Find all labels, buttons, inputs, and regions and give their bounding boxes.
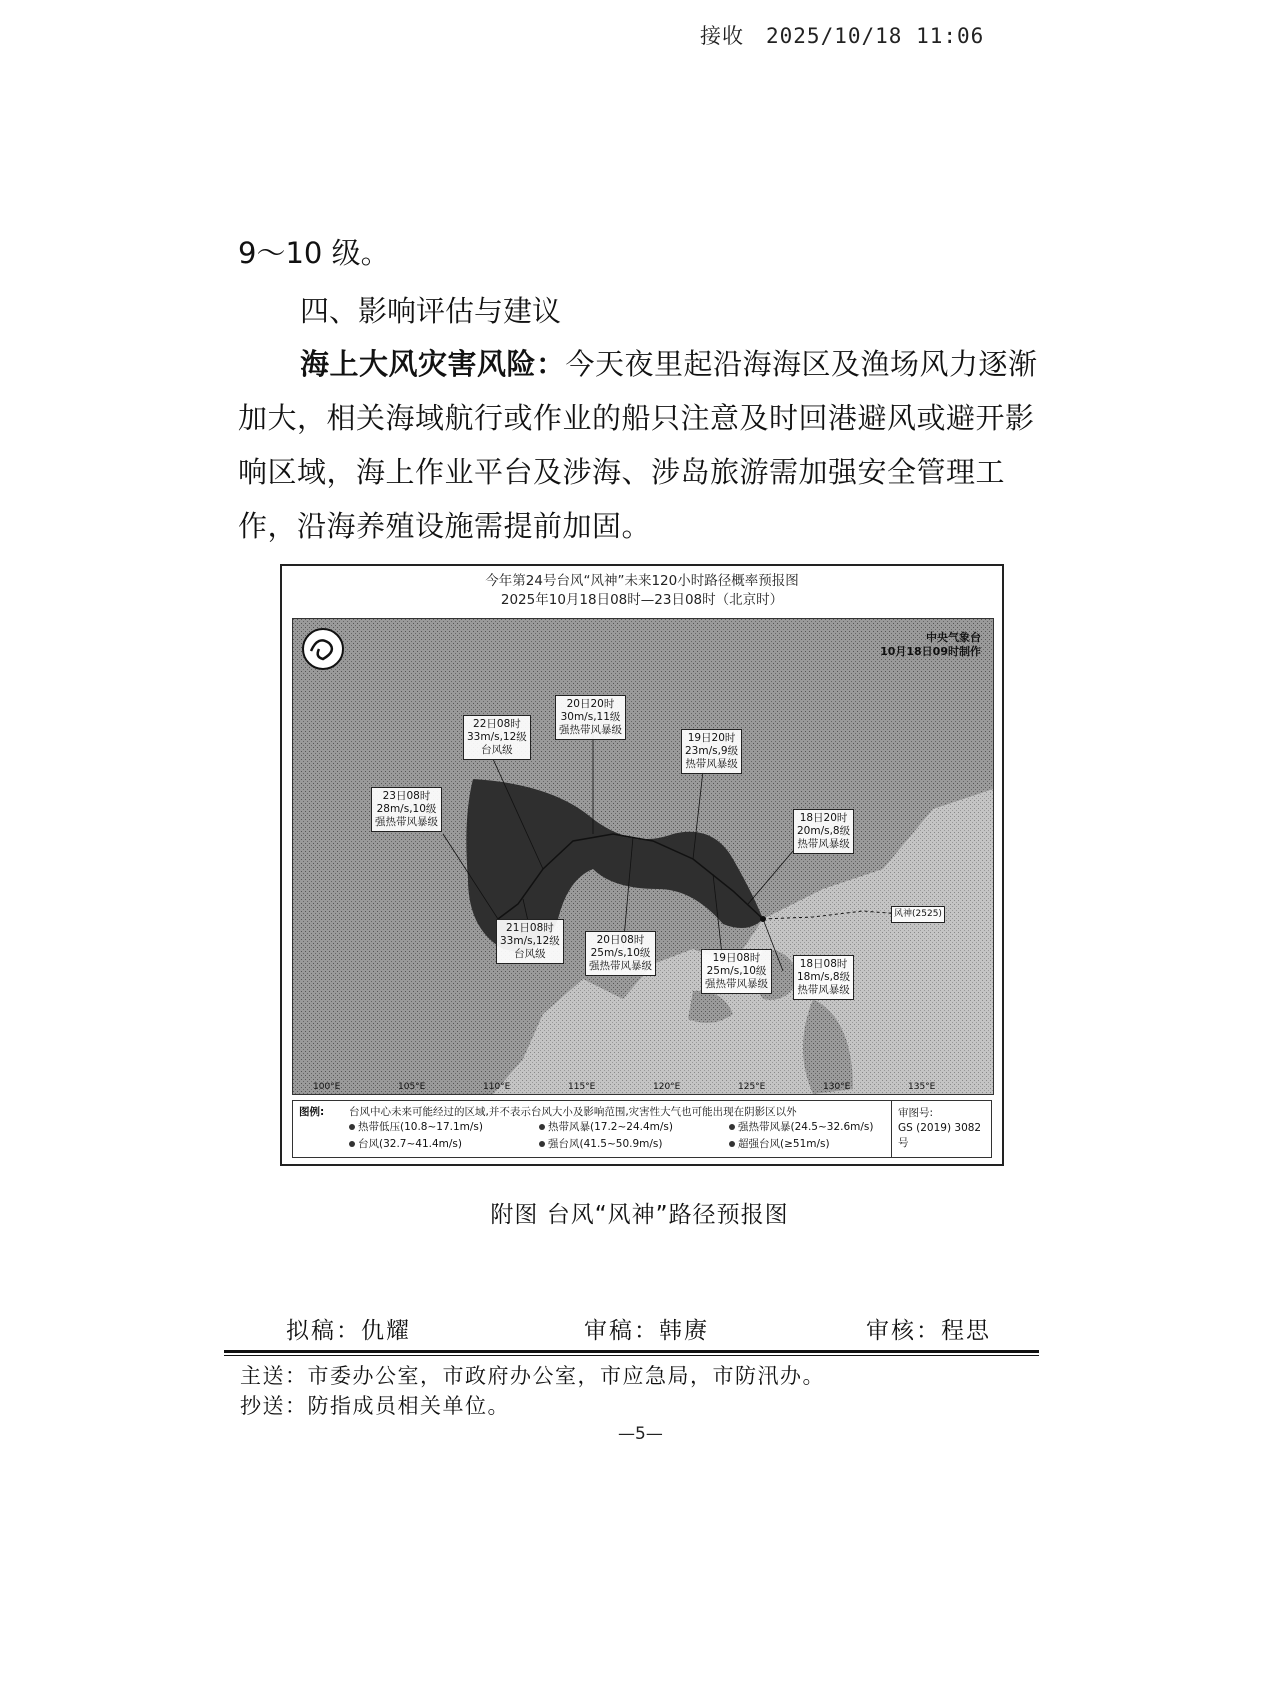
legend-dot-icon [729, 1124, 735, 1130]
track-point-level: 台风级 [481, 744, 513, 756]
agency-credit [880, 631, 981, 659]
legend-item-td [349, 1120, 483, 1135]
legend-item-super-ty [729, 1137, 830, 1152]
track-point-wind: 28m/s,10级 [376, 803, 437, 815]
track-point-23-08 [371, 787, 442, 832]
track-point-21-08 [496, 919, 564, 964]
track-point-wind: 33m/s,12级 [500, 935, 560, 947]
legend-dot-icon [729, 1141, 735, 1147]
track-point-22-08 [463, 715, 531, 760]
track-point-time: 19日08时 [712, 952, 761, 964]
approval-label: 审图号: [898, 1107, 934, 1119]
track-point-20-20 [555, 695, 626, 740]
track-point-18-20 [793, 809, 854, 854]
map-title-line1: 今年第24号台风“风神”未来120小时路径概率预报图 [485, 573, 799, 589]
approval-number: GS (2019) 3082号 [898, 1122, 982, 1149]
map-graphic [293, 619, 993, 1094]
legend-item-sts [729, 1120, 874, 1135]
body-line-1: 9～10 级。 [238, 236, 390, 270]
current-typhoon-label: 风神(2525) [891, 906, 945, 923]
distribution-main: 主送：市委办公室，市政府办公室，市应急局，市防汛办。 [240, 1364, 825, 1388]
track-point-wind: 25m/s,10级 [706, 965, 767, 977]
drafter: 拟稿：仇耀 [286, 1318, 411, 1344]
track-point-19-20 [681, 729, 742, 774]
legend-item-label: 热带风暴(17.2~24.4m/s) [548, 1121, 673, 1133]
legend-item-label: 强热带风暴(24.5~32.6m/s) [738, 1121, 874, 1133]
track-point-time: 18日20时 [799, 812, 848, 824]
lon-tick: 130°E [823, 1082, 851, 1092]
paragraph-bold-lead: 海上大风灾害风险： [300, 347, 566, 381]
track-point-level: 热带风暴级 [685, 758, 738, 770]
typhoon-track-figure [280, 564, 1004, 1166]
track-point-time: 19日20时 [687, 732, 736, 744]
track-point-level: 强热带风暴级 [375, 816, 438, 828]
distribution-cc: 抄送：防指成员相关单位。 [240, 1394, 510, 1418]
lon-tick: 120°E [653, 1082, 681, 1092]
track-point-level: 热带风暴级 [797, 838, 850, 850]
page-number: —5— [618, 1424, 663, 1444]
legend-dot-icon [539, 1124, 545, 1130]
track-point-time: 21日08时 [506, 922, 554, 934]
divider-thin [224, 1355, 1039, 1356]
track-point-20-08 [585, 931, 656, 976]
approver: 审核：程思 [866, 1318, 991, 1344]
logo-mark [303, 629, 343, 669]
map-approval [891, 1101, 991, 1157]
reviewer: 审稿：韩赓 [584, 1318, 709, 1344]
forecast-map [292, 618, 994, 1095]
track-point-wind: 20m/s,8级 [797, 825, 851, 837]
agency-name: 中央气象台 [926, 631, 981, 644]
track-point-18-08 [793, 955, 854, 1000]
figure-caption: 附图 台风“风神”路径预报图 [490, 1202, 789, 1228]
legend-item-label: 台风(32.7~41.4m/s) [358, 1138, 462, 1150]
track-point-time: 23日08时 [382, 790, 431, 802]
fax-header-datetime: 2025/10/18 11:06 [766, 24, 985, 48]
divider-thick [224, 1350, 1039, 1353]
legend-item-label: 强台风(41.5~50.9m/s) [548, 1138, 663, 1150]
lon-tick: 100°E [313, 1082, 341, 1092]
track-point-level: 强热带风暴级 [559, 724, 622, 736]
legend-item-label: 超强台风(≥51m/s) [738, 1138, 830, 1150]
agency-time: 10月18日09时制作 [880, 645, 981, 658]
paragraph-text: 今天夜里起沿海海区及渔场风力逐渐加大，相关海域航行或作业的船只注意及时回港避风或避开影响区域，海上作业平台及涉海、涉岛旅游需加强安全管理工作，沿海养殖设施需提前加固。 [238, 347, 1038, 543]
body-paragraph [238, 337, 1054, 553]
track-point-time: 20日08时 [596, 934, 645, 946]
track-point-wind: 23m/s,9级 [685, 745, 739, 757]
legend-item-ts [539, 1120, 673, 1135]
track-point-time: 18日08时 [799, 958, 848, 970]
lon-tick: 115°E [568, 1082, 596, 1092]
lon-tick: 105°E [398, 1082, 426, 1092]
lon-tick: 110°E [483, 1082, 511, 1092]
legend-description: 台风中心未来可能经过的区域,并不表示台风大小及影响范围,灾害性大气也可能出现在阴影区以外 [349, 1106, 797, 1118]
legend-item-ty [349, 1137, 462, 1152]
track-point-level: 强热带风暴级 [589, 960, 652, 972]
track-point-wind: 30m/s,11级 [560, 711, 621, 723]
fax-header-label: 接收 [700, 24, 744, 48]
fax-header [700, 20, 1006, 50]
track-point-wind: 18m/s,8级 [797, 971, 851, 983]
track-point-level: 热带风暴级 [797, 984, 850, 996]
track-point-time: 22日08时 [473, 718, 521, 730]
track-point-19-08 [701, 949, 772, 994]
track-point-wind: 25m/s,10级 [590, 947, 651, 959]
legend-dot-icon [539, 1141, 545, 1147]
legend-item-label: 热带低压(10.8~17.1m/s) [358, 1121, 483, 1133]
track-point-level: 强热带风暴级 [705, 978, 768, 990]
track-point-level: 台风级 [514, 948, 546, 960]
track-point-time: 20日20时 [566, 698, 615, 710]
legend-dot-icon [349, 1124, 355, 1130]
lon-tick: 135°E [908, 1082, 936, 1092]
map-title [282, 572, 1002, 610]
section-heading: 四、影响评估与建议 [300, 294, 562, 328]
lon-tick: 125°E [738, 1082, 766, 1092]
map-title-line2: 2025年10月18日08时—23日08时（北京时） [500, 592, 784, 608]
track-point-wind: 33m/s,12级 [467, 731, 527, 743]
legend-title: 图例: [299, 1106, 325, 1118]
map-legend [292, 1100, 992, 1158]
legend-item-sty [539, 1137, 663, 1152]
legend-dot-icon [349, 1141, 355, 1147]
